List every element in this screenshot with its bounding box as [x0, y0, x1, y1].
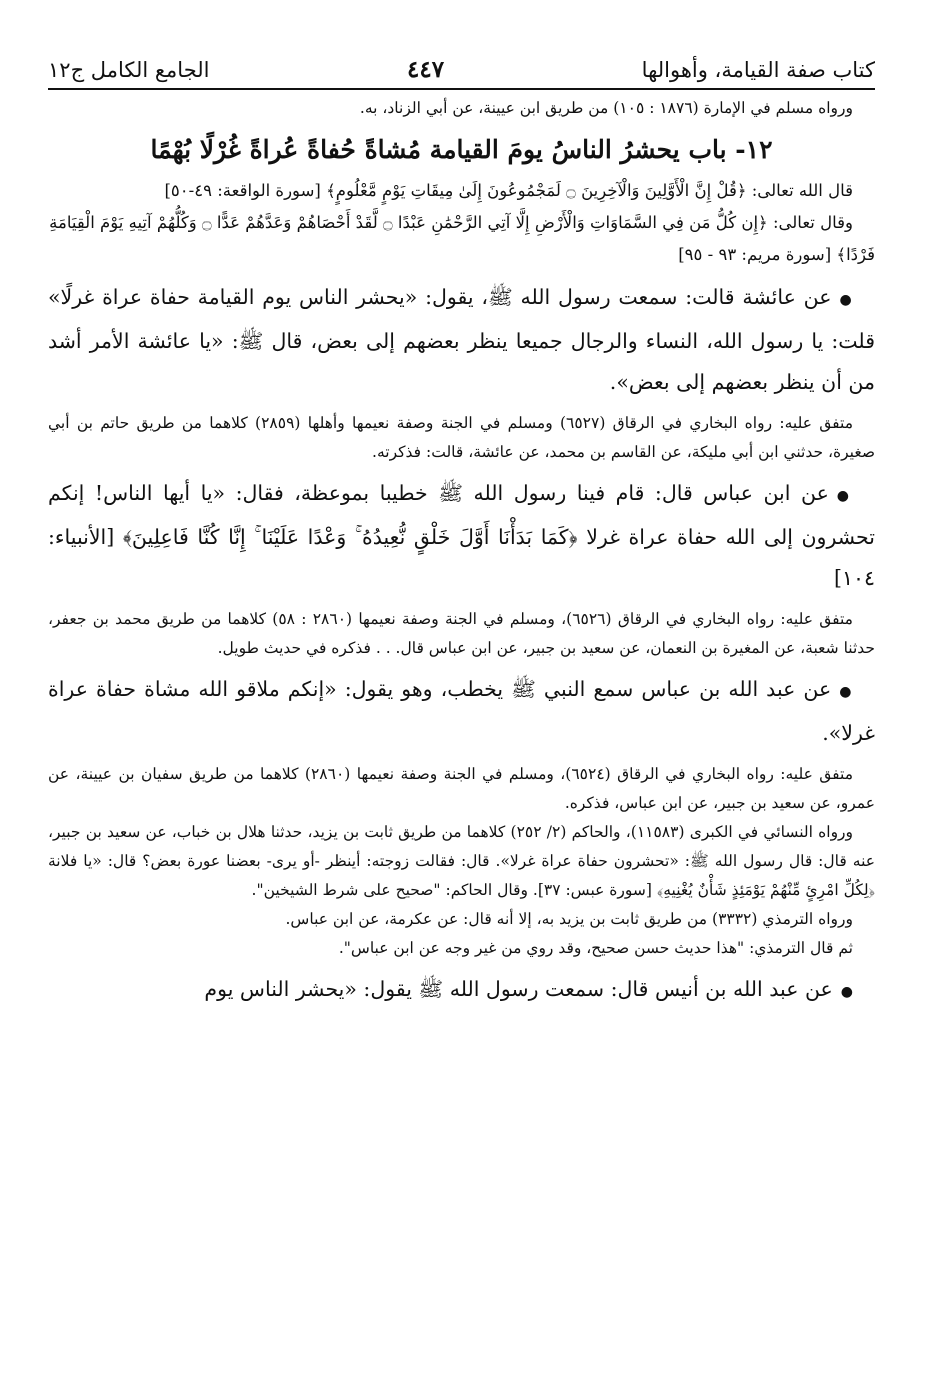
takhrij-paragraph: متفق عليه: رواه البخاري في الرقاق (٦٥٢٤)، ومسلم في الجنة وصفة نعيمها (٢٨٦٠) كلاهما من طريق سفيان بن عيينة، عن عمرو، عن سعيد بن جبير، عن ابن عباس، فذكره.: [48, 765, 875, 812]
header-book-title: الجامع الكامل ج١٢: [48, 58, 210, 82]
takhrij-paragraph: ورواه الترمذي (٣٣٣٢) من طريق ثابت بن يزيد به، إلا أنه قال: عن عكرمة، عن ابن عباس.: [285, 910, 853, 928]
takhrij-paragraph: متفق عليه: رواه البخاري في الرقاق (٦٥٢٦)، ومسلم في الجنة وصفة نعيمها (٢٨٦٠ : ٥٨) كلاهما من طريق محمد بن جعفر، حدثنا شعبة، عن المغيرة بن النعمان، عن سعيد بن جبير، عن ابن عباس قال. . . فذكره في حديث طويل.: [48, 610, 875, 657]
bullet-icon: ●: [840, 984, 853, 1000]
hadith-paragraph: ●عن ابن عباس قال: قام فينا رسول الله ﷺ خطيبا بموعظة، فقال: «يا أيها الناس! إنكم تحشرون إلى الله حفاة عراة غرلا ﴿كَمَا بَدَأْنَا أَوَّلَ خَلْقٍ نُّعِيدُهُ ۚ وَعْدًا عَلَيْنَا ۚ إِنَّا كُنَّا فَاعِلِينَ﴾ [الأنبياء: ١٠٤]: [48, 481, 875, 590]
takhrij-paragraph: ورواه النسائي في الكبرى (١١٥٨٣)، والحاكم (٢/ ٢٥٢) كلاهما من طريق ثابت بن يزيد، حدثنا هلال بن خباب، عن سعيد بن جبير، عنه قال: قال رسول الله ﷺ: «تحشرون حفاة عراة غرلا». قال: فقالت زوجته: أينظر -أو يرى- بعضنا عورة بعض؟ قال: «يا فلانة ﴿لِكُلِّ امْرِئٍ مِّنْهُمْ يَوْمَئِذٍ شَأْنٌ يُغْنِيهِ﴾ [سورة عبس: ٣٧]. وقال الحاكم: "صحيح على شرط الشيخين".: [48, 823, 875, 899]
quran-quote: وقال تعالى: ﴿إِن كُلُّ مَن فِي السَّمَاوَاتِ وَالْأَرْضِ إِلَّا آتِي الرَّحْمَٰنِ عَبْدًا ۝ لَّقَدْ أَحْصَاهُمْ وَعَدَّهُمْ عَدًّا ۝ وَكُلُّهُمْ آتِيهِ يَوْمَ الْقِيَامَةِ فَرْدًا﴾ [سورة مريم: ٩٣ - ٩٥]: [49, 213, 875, 264]
takhrij-paragraph: متفق عليه: رواه البخاري في الرقاق (٦٥٢٧) ومسلم في الجنة وصفة نعيمها وأهلها (٢٨٥٩) كلاهما من طريق حاتم بن أبي صغيرة، حدثني ابن أبي مليكة، عن القاسم بن محمد، عن عائشة، قالت: فذكرته.: [48, 414, 875, 461]
chapter-heading: ١٢- باب يحشرُ الناسُ يومَ القيامة مُشاةً حُفاةً عُراةً غُرْلًا بُهْمًا: [150, 135, 773, 164]
bullet-icon: ●: [839, 292, 853, 308]
bullet-icon: ●: [839, 684, 853, 700]
quran-quote: قال الله تعالى: ﴿قُلْ إِنَّ الْأَوَّلِينَ وَالْآخِرِينَ ۝ لَمَجْمُوعُونَ إِلَىٰ مِيقَاتِ يَوْمٍ مَّعْلُومٍ﴾ [سورة الواقعة: ٤٩-٥٠]: [164, 181, 853, 200]
note-paragraph: ورواه مسلم في الإمارة (١٨٧٦ : ١٠٥) من طريق ابن عيينة، عن أبي الزناد، به.: [359, 99, 853, 117]
takhrij-paragraph: ثم قال الترمذي: "هذا حديث حسن صحيح، وقد روي من غير وجه عن ابن عباس".: [338, 939, 853, 957]
running-header: [48, 52, 875, 90]
hadith-paragraph: ●عن عبد الله بن أنيس قال: سمعت رسول الله ﷺ يقول: «يحشر الناس يوم: [204, 977, 853, 1001]
header-chapter-title: كتاب صفة القيامة، وأهوالها: [641, 58, 875, 82]
page-number: ٤٤٧: [407, 56, 445, 83]
bullet-icon: ●: [836, 488, 853, 504]
hadith-paragraph: ●عن عبد الله بن عباس سمع النبي ﷺ يخطب، وهو يقول: «إنكم ملاقو الله مشاة حفاة عراة غرلا».: [48, 677, 875, 745]
hadith-paragraph: ●عن عائشة قالت: سمعت رسول الله ﷺ، يقول: «يحشر الناس يوم القيامة حفاة عراة غرلًا» قلت: يا رسول الله، النساء والرجال جميعا ينظر بعضهم إلى بعض، قال ﷺ: «يا عائشة الأمر أشد من أن ينظر بعضهم إلى بعض».: [48, 285, 875, 394]
